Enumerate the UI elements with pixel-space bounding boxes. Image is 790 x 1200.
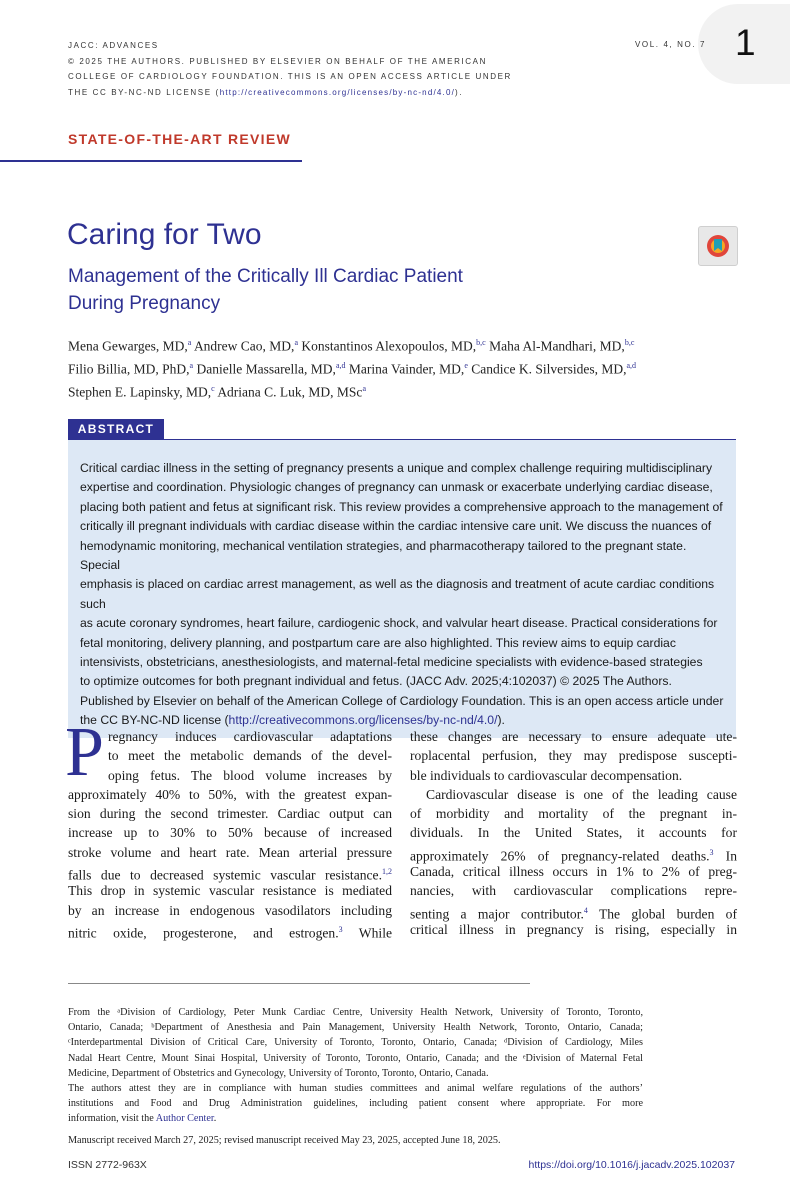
- license-link[interactable]: http://creativecommons.org/licenses/by-nc-nd/4.0/: [219, 87, 456, 97]
- journal-name: JACC: ADVANCES: [68, 41, 159, 50]
- journal-header: [68, 38, 512, 100]
- author[interactable]: Marina Vainder, MD,: [348, 361, 465, 377]
- section-divider: [0, 160, 302, 162]
- citation-link[interactable]: 4: [583, 905, 588, 915]
- abstract-license-link[interactable]: http://creativecommons.org/licenses/by-nc-nd/4.0/: [228, 713, 498, 728]
- article-title: Caring for Two: [67, 218, 262, 251]
- author[interactable]: Maha Al-Mandhari, MD,: [489, 338, 625, 354]
- author-row: Filio Billia, MD, PhD,$^a$ Danielle Massarella, MD,$^{a,d}$ Marina Vainder, MD,$^e$ Candice K. Silversides, MD,$^{a,d}$: [68, 361, 637, 377]
- author-row: Mena Gewarges, MD,$^a$ Andrew Cao, MD,$^a$ Konstantinos Alexopoulos, MD,$^{b,c}$ Maha Al-Mandhari, MD,$^{b,c}$: [68, 338, 635, 354]
- doi-link[interactable]: https://doi.org/10.1016/j.jacadv.2025.102037: [528, 1159, 735, 1171]
- author-row: Stephen E. Lapinsky, MD,$^c$ Adriana C. Luk, MD, MSc$^a$: [68, 384, 366, 400]
- copyright-line-2: COLLEGE OF CARDIOLOGY FOUNDATION. THIS IS AN OPEN ACCESS ARTICLE UNDER: [68, 72, 512, 81]
- author[interactable]: Stephen E. Lapinsky, MD,: [68, 384, 212, 400]
- affiliations: From the ᵃDivision of Cardiology, Peter Munk Cardiac Centre, University Health Network, University of Toronto, Toronto, Ontario, Canada; ᵇDepartment of Anesthesia and Pain Management, University Health Network, Toronto, Ontario, Canada; ᶜInterdepartmental Division of Critical Care, University of Toronto, Toronto, Ontario, Canada; ᵈDivision of Cardiology, Miles Nadal Heart Centre, Mount Sinai Hospital, University of Toronto, Toronto, Ontario, Canada; and the ᵉDivision of Maternal Fetal Medicine, Department of Obstetrics and Gynecology, University of Toronto, Toronto, Ontario, Canada. The authors attest they are in compliance with human studies committees and animal welfare regulations of the authors’ institutions and Food and Drug Administration guidelines, including patient consent where appropriate. For more information, visit the Author Center.: [68, 1007, 643, 1125]
- body-column-left: regnancy induces cardiovascular adaptations to meet the metabolic demands of the devel- oping fetus. The blood volume increases by approximately 40% to 50%, with the greatest expan- sion during the second trimester. Cardiac output can increase up to 30% to 50% because of increased stroke volume and heart rate. Mean arterial pressure falls due to decreased systemic vascular resistance.$^{1,2}$ This drop in systemic vascular resistance is mediated by an increase in endogenous vasodilators including nitric oxide, progesterone, and estrogen.$^3$ While: [68, 729, 393, 941]
- author[interactable]: Filio Billia, MD, PhD,: [68, 361, 190, 377]
- author[interactable]: Mena Gewarges, MD,: [68, 338, 188, 354]
- volume-issue: VOL. 4, NO. 7: [635, 40, 707, 49]
- drop-cap: P: [65, 714, 104, 791]
- author[interactable]: Andrew Cao, MD,: [193, 338, 295, 354]
- abstract-rule: [164, 439, 736, 440]
- page-number: 1: [735, 22, 756, 63]
- author[interactable]: Danielle Massarella, MD,: [196, 361, 336, 377]
- citation-link[interactable]: 3: [709, 847, 714, 857]
- body-column-right: these changes are necessary to ensure adequate ute- roplacental perfusion, they may predispose suscepti- ble individuals to cardiovascular decompensation. Cardiovascular disease is one of the leading cause of morbidity and mortality of the pregnant in- dividuals. In the United States, it accounts for approximately 26% of pregnancy-related deaths.$^3$ In Canada, critical illness occurs in 1% to 2% of preg- nancies, with cardiovascular complications repre- senting a major contributor.$^4$ The global burden of critical illness in pregnancy is rising, especially in: [410, 729, 737, 937]
- abstract-text: Critical cardiac illness in the setting of pregnancy presents a unique and complex challenge requiring multidisciplinary expertise and coordination. Physiologic changes of pregnancy can unmask or exacerbate underlying cardiac disease, placing both patient and fetus at significant risk. This review provides a comprehensive approach to the management of critically ill pregnant individuals with cardiac disease within the cardiac intensive care unit. We discuss the nuances of hemodynamic monitoring, mechanical ventilation strategies, and pharmacotherapy tailored to the pregnant state. Special emphasis is placed on cardiac arrest management, as well as the diagnosis and treatment of acute cardiac conditions such as acute coronary syndromes, heart failure, cardiogenic shock, and valvular heart disease. Practical considerations for fetal monitoring, delivery planning, and postpartum care are also highlighted. This review aims to equip cardiac intensivists, obstetricians, anesthesiologists, and maternal-fetal medicine specialists with evidence-based strategies to optimize outcomes for both pregnant individual and fetus. (JACC Adv. 2025;4:102037) © 2025 The Authors. Published by Elsevier on behalf of the American College of Cardiology Foundation. This is an open access article under the CC BY-NC-ND license (http://creativecommons.org/licenses/by-nc-nd/4.0/).: [80, 461, 724, 728]
- bookmark-badge-icon[interactable]: [698, 226, 738, 266]
- author[interactable]: Candice K. Silversides, MD,: [471, 361, 627, 377]
- author-center-link[interactable]: Author Center: [155, 1113, 214, 1125]
- author[interactable]: Adriana C. Luk, MD, MSc: [217, 384, 363, 400]
- manuscript-dates: Manuscript received March 27, 2025; revised manuscript received May 23, 2025, accepted June 18, 2025.: [68, 1135, 501, 1146]
- article-subtitle: Management of the Critically Ill Cardiac Patient During Pregnancy: [68, 266, 463, 314]
- section-label: STATE-OF-THE-ART REVIEW: [68, 131, 292, 147]
- issn: ISSN 2772-963X: [68, 1159, 147, 1171]
- citation-link[interactable]: 3: [338, 924, 343, 934]
- license-line: THE CC BY-NC-ND LICENSE (http://creativecommons.org/licenses/by-nc-nd/4.0/).: [68, 87, 464, 97]
- footnote-rule: [68, 983, 530, 984]
- copyright-line-1: © 2025 THE AUTHORS. PUBLISHED BY ELSEVIER ON BEHALF OF THE AMERICAN: [68, 56, 487, 66]
- abstract-label: ABSTRACT: [68, 419, 164, 440]
- author[interactable]: Konstantinos Alexopoulos, MD,: [301, 338, 477, 354]
- citation-link[interactable]: 1,2: [382, 867, 392, 877]
- author-list: [68, 333, 748, 402]
